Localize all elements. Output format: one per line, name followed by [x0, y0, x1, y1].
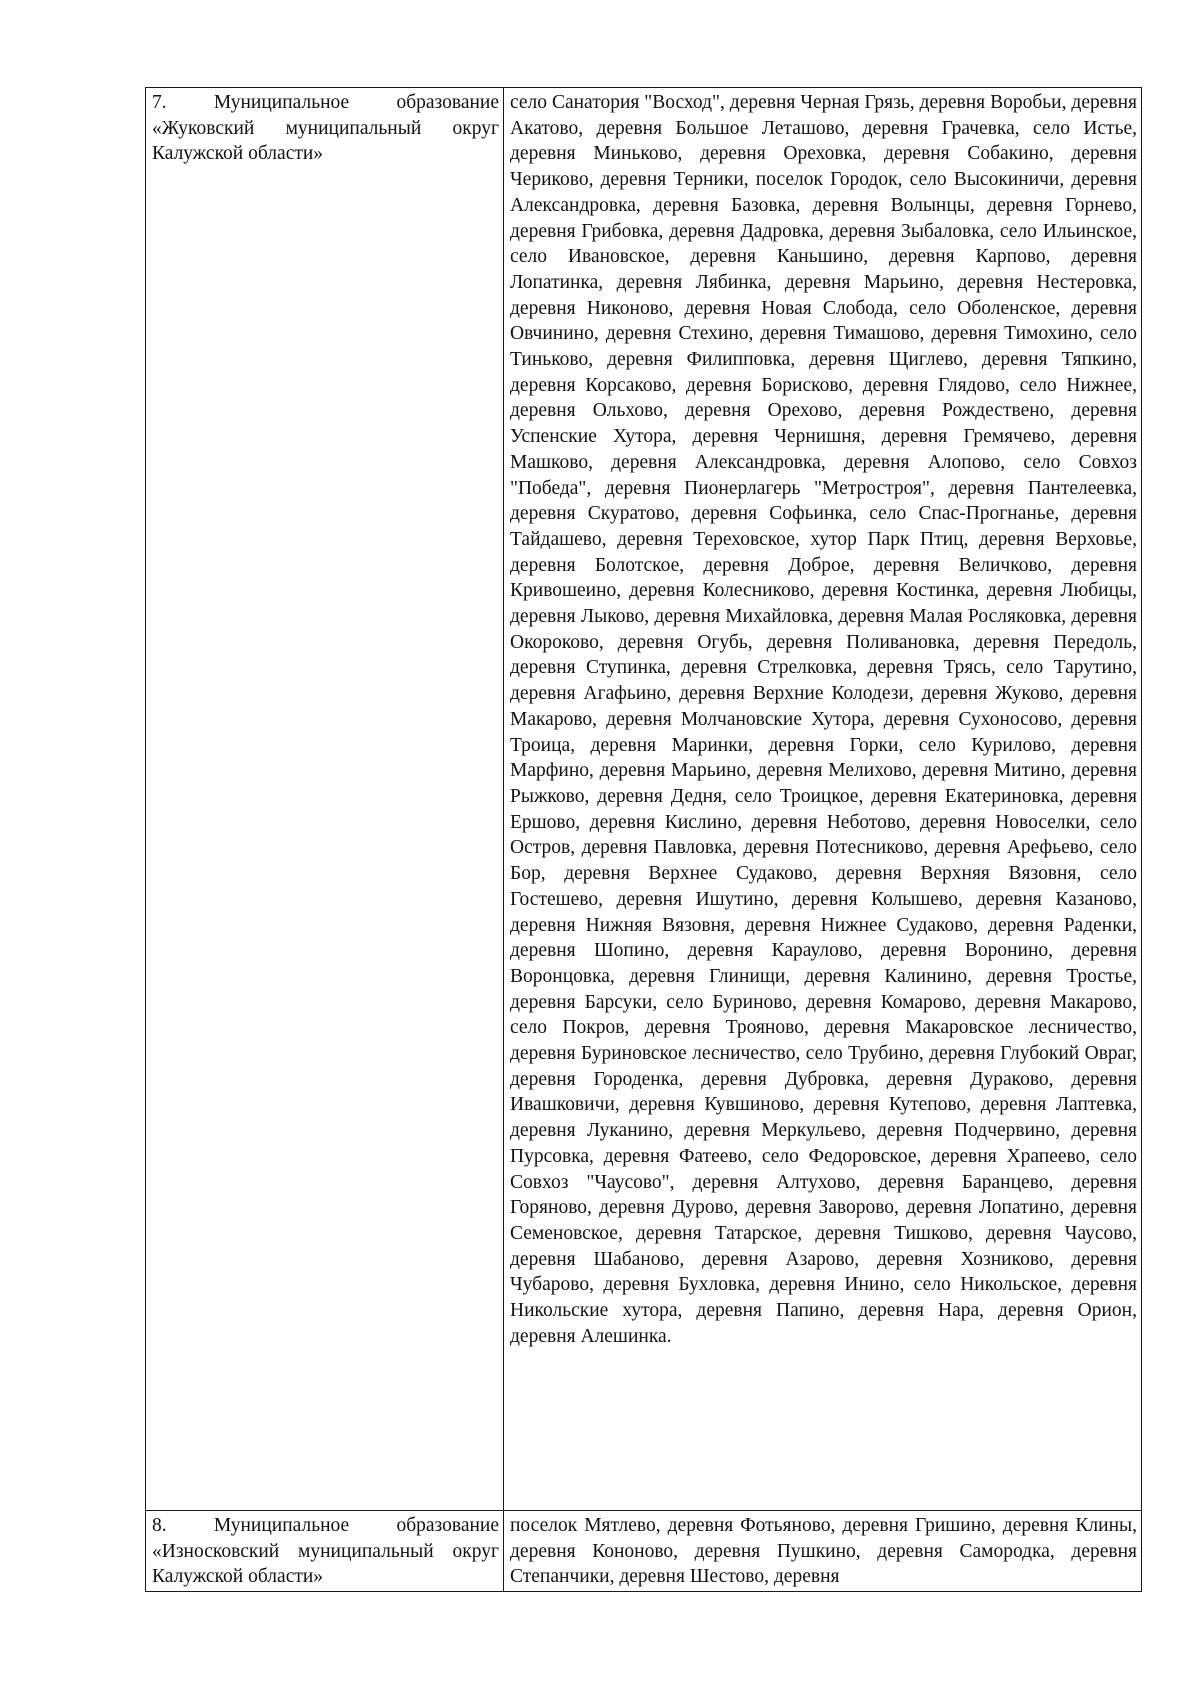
settlements-cell	[504, 1511, 1142, 1592]
municipality-cell	[146, 88, 504, 1511]
municipality-cell	[146, 1511, 504, 1592]
settlements-list: поселок Мятлево, деревня Фотьяново, деревня Гришино, деревня Клины, деревня Кононово, деревня Пушкино, деревня Самородка, деревня Степанчики, деревня Шестово, деревня	[510, 1515, 1137, 1588]
table-row	[146, 88, 1142, 1511]
table-row	[146, 1511, 1142, 1592]
settlements-cell	[504, 88, 1142, 1511]
municipality-name: 7. Муниципальное образование «Жуковский муниципальный округ Калужской области»	[152, 92, 499, 165]
settlements-list: село Санатория "Восход", деревня Черная Грязь, деревня Воробьи, деревня Акатово, деревня Большое Леташово, деревня Грачевка, село Истье, деревня Миньково, деревня Ореховка, деревня Собакино, деревня Чериково, деревня Терники, поселок Городок, село Высокиничи, деревня Александровка, деревня Базовка, деревня Волынцы, деревня Горнево, деревня Грибовка, деревня Дадровка, деревня Зыбаловка, село Ильинское, село Ивановское, деревня Каньшино, деревня Карпово, деревня Лопатинка, деревня Лябинка, деревня Марьино, деревня Нестеровка, деревня Никоново, деревня Новая Слобода, село Оболенское, деревня Овчинино, деревня Стехино, деревня Тимашово, деревня Тимохино, село Тиньково, деревня Филипповка, деревня Щиглево, деревня Тяпкино, деревня Корсаково, деревня Борисково, деревня Глядово, село Нижнее, деревня Ольхово, деревня Орехово, деревня Рождествено, деревня Успенские Хутора, деревня Чернишня, деревня Гремячево, деревня Машково, деревня Александровка, деревня Алопово, село Совхоз "Победа", деревня Пионерлагерь "Метростроя", деревня Пантелеевка, деревня Скуратово, деревня Софьинка, село Спас-Прогнанье, деревня Тайдашево, деревня Тереховское, хутор Парк Птиц, деревня Верховье, деревня Болотское, деревня Доброе, деревня Величково, деревня Кривошеино, деревня Колесниково, деревня Костинка, деревня Любицы, деревня Лыково, деревня Михайловка, деревня Малая Росляковка, деревня Окороково, деревня Огубь, деревня Поливановка, деревня Передоль, деревня Ступинка, деревня Стрелковка, деревня Трясь, село Тарутино, деревня Агафьино, деревня Верхние Колодези, деревня Жуково, деревня Макарово, деревня Молчановские Хутора, деревня Сухоносово, деревня Троица, деревня Маринки, деревня Горки, село Курилово, деревня Марфино, деревня Марьино, деревня Мелихово, деревня Митино, деревня Рыжково, деревня Дедня, село Троицкое, деревня Екатериновка, деревня Ершово, деревня Кислино, деревня Неботово, деревня Новоселки, село Остров, деревня Павловка, деревня Потесниково, деревня Арефьево, село Бор, деревня Верхнее Судаково, деревня Верхняя Вязовня, село Гостешево, деревня Ишутино, деревня Колышево, деревня Казаново, деревня Нижняя Вязовня, деревня Нижнее Судаково, деревня Раденки, деревня Шопино, деревня Караулово, деревня Воронино, деревня Воронцовка, деревня Глинищи, деревня Калинино, деревня Тростье, деревня Барсуки, село Буриново, деревня Комарово, деревня Макарово, село Покров, деревня Трояново, деревня Макаровское лесничество, деревня Буриновское лесничество, село Трубино, деревня Глубокий Овраг, деревня Городенка, деревня Дубровка, деревня Дураково, деревня Ивашковичи, деревня Кувшиново, деревня Кутепово, деревня Лаптевка, деревня Луканино, деревня Меркульево, деревня Подчервино, деревня Пурсовка, деревня Фатеево, село Федоровское, деревня Храпеево, село Совхоз "Чаусово", деревня Алтухово, деревня Баранцево, деревня Горяново, деревня Дурово, деревня Заворово, деревня Лопатино, деревня Семеновское, деревня Татарское, деревня Тишково, деревня Чаусово, деревня Шабаново, деревня Азарово, деревня Хозниково, деревня Чубарово, деревня Бухловка, деревня Инино, село Никольское, деревня Никольские хутора, деревня Папино, деревня Нара, деревня Орион, деревня Алешинка.	[510, 92, 1137, 1347]
municipality-settlements-table	[145, 87, 1142, 1592]
municipality-name: 8. Муниципальное образование «Износковский муниципальный округ Калужской области»	[152, 1515, 499, 1588]
